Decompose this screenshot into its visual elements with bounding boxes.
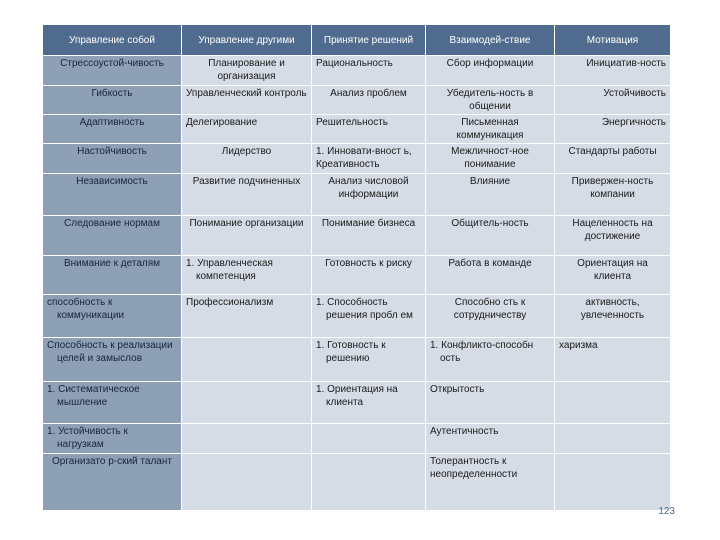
table-cell: Убедитель-ность в общении (426, 85, 555, 114)
table-cell: Инициатив-ность (555, 56, 671, 85)
table-cell: Внимание к деталям (43, 256, 182, 294)
table-row (43, 454, 671, 511)
table-cell: 1. Ориентация на клиента (312, 381, 426, 423)
table-cell: Способно сть к сотрудничеству (426, 294, 555, 337)
table-cell: активность, увлеченность (555, 294, 671, 337)
table-cell: Анализ проблем (312, 85, 426, 114)
table-cell: Способность к реализации целей и замыслов (43, 338, 182, 381)
table-cell: Профессионализм (182, 294, 312, 337)
table-cell: Открытость (426, 381, 555, 423)
table-cell (182, 338, 312, 381)
header-row (43, 25, 671, 56)
header-self-management: Управление собой (43, 25, 182, 56)
table-cell: Независимость (43, 173, 182, 215)
table-cell (182, 424, 312, 454)
table-cell: Межличност-ное понимание (426, 144, 555, 173)
table-row (43, 85, 671, 114)
table-cell: Аутентичность (426, 424, 555, 454)
table-row (43, 256, 671, 294)
table-cell: Адаптивность (43, 114, 182, 143)
table-cell: 1. Конфликто-способн ость (426, 338, 555, 381)
table-row (43, 56, 671, 85)
table-row (43, 381, 671, 423)
table-cell: Организато р-ский талант (43, 454, 182, 511)
table-cell: Ориентация на клиента (555, 256, 671, 294)
table-row (43, 215, 671, 255)
table-row (43, 114, 671, 143)
table-row (43, 144, 671, 173)
table-cell: способность к коммуникации (43, 294, 182, 337)
table-cell: харизма (555, 338, 671, 381)
table-cell: Письменная коммуникация (426, 114, 555, 143)
table-row (43, 424, 671, 454)
table-cell: Устойчивость (555, 85, 671, 114)
table-row (43, 294, 671, 337)
table-cell (555, 454, 671, 511)
table-cell (182, 454, 312, 511)
table-cell: Лидерство (182, 144, 312, 173)
table-cell: Настойчивость (43, 144, 182, 173)
table-cell (182, 381, 312, 423)
table-cell: Стрессоустой-чивость (43, 56, 182, 85)
table-cell (555, 381, 671, 423)
table-cell: Энергичность (555, 114, 671, 143)
table-cell: Рациональность (312, 56, 426, 85)
table-cell: Готовность к риску (312, 256, 426, 294)
table-cell: Гибкость (43, 85, 182, 114)
table-cell (312, 424, 426, 454)
table-cell: Планирование и организация (182, 56, 312, 85)
table-cell: Развитие подчиненных (182, 173, 312, 215)
table-row (43, 338, 671, 381)
table-cell: Управленческий контроль (182, 85, 312, 114)
table-cell: Решительность (312, 114, 426, 143)
header-decision-making: Принятие решений (312, 25, 426, 56)
table-cell: 1. Инновати-вност ь, Креативность (312, 144, 426, 173)
competency-table (42, 24, 671, 511)
table-cell: Толерантность к неопределенности (426, 454, 555, 511)
table-cell: Общитель-ность (426, 215, 555, 255)
table-cell: Нацеленность на достижение (555, 215, 671, 255)
table-cell: 1. Устойчивость к нагрузкам (43, 424, 182, 454)
table-cell: 1. Систематическое мышление (43, 381, 182, 423)
table-cell: Понимание организации (182, 215, 312, 255)
header-motivation: Мотивация (555, 25, 671, 56)
table-cell: Привержен-ность компании (555, 173, 671, 215)
table-cell (312, 454, 426, 511)
table-cell: Понимание бизнеса (312, 215, 426, 255)
header-interaction: Взаимодей-ствие (426, 25, 555, 56)
table-cell: 1. Управленческая компетенция (182, 256, 312, 294)
table-cell: 1. Способность решения пробл ем (312, 294, 426, 337)
table-row (43, 173, 671, 215)
table-cell: Сбор информации (426, 56, 555, 85)
header-managing-others: Управление другими (182, 25, 312, 56)
table-cell: Влияние (426, 173, 555, 215)
page-number: 123 (658, 506, 675, 517)
table-cell: Анализ числовой информации (312, 173, 426, 215)
table-cell: Следование нормам (43, 215, 182, 255)
table-cell (555, 424, 671, 454)
table-cell: Работа в команде (426, 256, 555, 294)
table-cell: 1. Готовность к решению (312, 338, 426, 381)
table-cell: Делегирование (182, 114, 312, 143)
table-cell: Стандарты работы (555, 144, 671, 173)
